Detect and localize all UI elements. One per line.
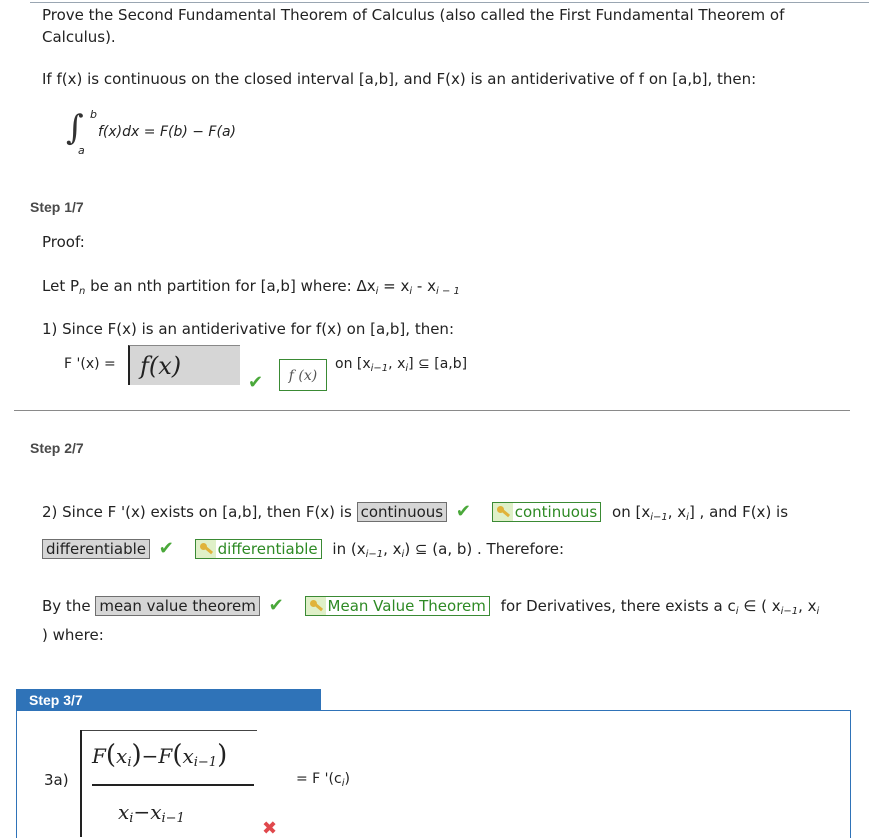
key-icon xyxy=(306,597,326,615)
integral-lower: a xyxy=(78,144,85,157)
integral-body: f(x)dx = F(b) − F(a) xyxy=(98,124,236,140)
partition-text: Let $P_n$ be an nth partition for [a,b] where: $\Delta x_i = x_i - x_{i - 1}$ xyxy=(42,277,460,297)
differentiable-key: differentiable xyxy=(195,539,322,559)
step3-label: Step 3/7 xyxy=(29,692,83,708)
step3-bracket xyxy=(80,730,82,837)
fprime-answer-key: f (x) xyxy=(279,359,327,391)
step3-tab xyxy=(16,689,321,711)
integral-sign: ∫ xyxy=(66,108,84,148)
problem-title-line2: Calculus). xyxy=(42,28,116,46)
step2-line2: differentiable ✔ differentiable in ($x_{i-1}$, $x_i$) ⊆ (a, b) . Therefore: xyxy=(42,539,564,565)
cross-icon: ✖ xyxy=(262,818,278,839)
differentiable-answer: differentiable xyxy=(42,539,150,559)
step3-rhs: = F '$(c_i)$ xyxy=(296,771,350,789)
step2-line4: ) where: xyxy=(42,626,104,644)
step3-item: 3a) xyxy=(44,771,69,789)
check-icon: ✔ xyxy=(268,595,284,616)
proof-label: Proof: xyxy=(42,233,85,251)
integral-upper: b xyxy=(90,108,97,121)
problem-title-line1: Prove the Second Fundamental Theorem of Calculus (also called the First Fundamental Theorem of xyxy=(42,6,785,24)
step3-box-top xyxy=(82,730,257,731)
fprime-label: F '(x) = xyxy=(64,356,116,372)
step1-label: Step 1/7 xyxy=(30,199,84,215)
step2-line3: By the mean value theorem ✔ Mean Value Theorem for Derivatives, there exists a $c_i$ ∈ ( $x_{i-1}$, $x_i$ xyxy=(42,595,820,617)
step-divider xyxy=(14,410,850,411)
interval-text: on [$x_{i-1}$, $x_i$] ⊆ [a,b] xyxy=(335,356,468,374)
mvt-key: Mean Value Theorem xyxy=(305,596,490,616)
check-icon: ✔ xyxy=(248,372,264,393)
check-icon: ✔ xyxy=(158,538,174,559)
continuous-key: continuous xyxy=(492,502,602,522)
continuous-answer: continuous xyxy=(357,502,448,522)
step2-line1: 2) Since F '(x) exists on [a,b], then F(x) is continuous ✔ continuous on [$x_{i-1}$, $x_i$] , and F(x) is xyxy=(42,501,789,523)
step2-label: Step 2/7 xyxy=(30,440,84,456)
key-icon xyxy=(493,503,513,521)
fprime-answer-input[interactable]: f(x) xyxy=(128,345,240,385)
fraction-numerator: $F(x_i)-F(x_{i-1})$ xyxy=(92,740,228,770)
top-rule xyxy=(30,2,869,3)
problem-statement: If f(x) is continuous on the closed interval [a,b], and F(x) is an antiderivative of f on [a,b], then: xyxy=(42,70,757,88)
check-icon: ✔ xyxy=(455,501,471,522)
step1-item1: 1) Since F(x) is an antiderivative for f(x) on [a,b], then: xyxy=(42,320,454,338)
fraction-denominator: $x_i-x_{i-1}$ xyxy=(118,800,185,826)
mvt-answer: mean value theorem xyxy=(95,596,260,616)
fraction-bar xyxy=(92,784,254,786)
key-icon xyxy=(196,540,216,558)
